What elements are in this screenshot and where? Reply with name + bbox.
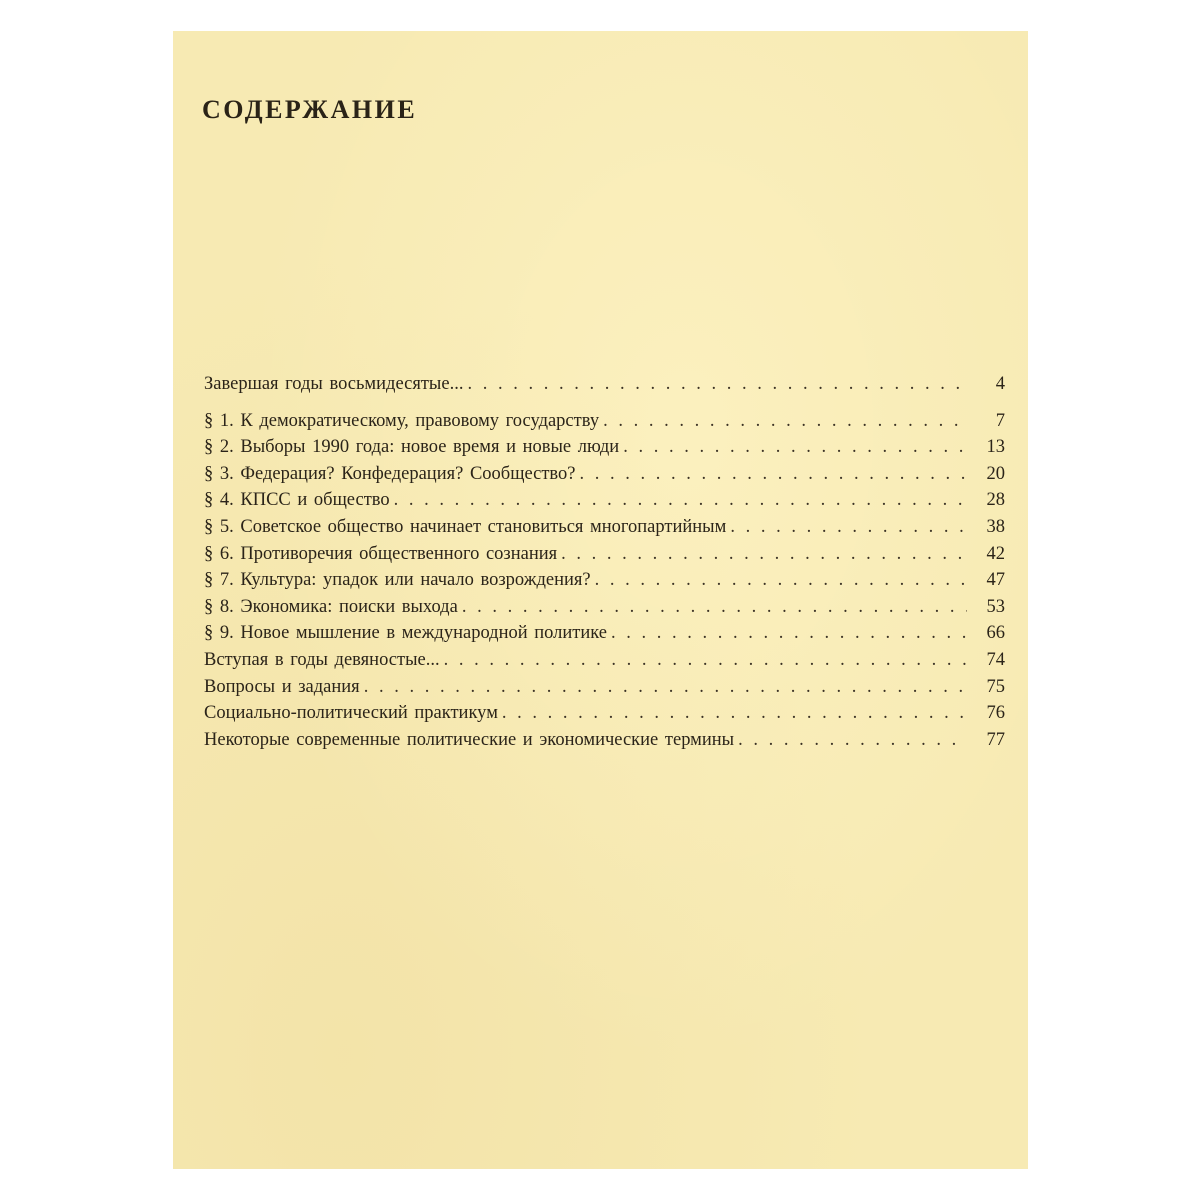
toc-item [204,487,1005,514]
toc-item [204,541,1005,568]
toc-item-page: 53 [986,596,1005,617]
dot-leader [603,408,967,435]
dot-leader [502,700,967,727]
dot-leader [394,487,967,514]
toc-item [204,620,1005,647]
dot-leader [579,461,967,488]
toc-item-title: § 8. Экономика: поиски выхода [204,596,458,617]
toc-item [204,567,1005,594]
dot-leader [730,514,967,541]
toc-item [204,674,1005,701]
dot-leader [444,647,967,674]
dot-leader [462,594,967,621]
toc-item [204,594,1005,621]
toc-item-page: 76 [986,703,1005,724]
toc-item-title: Социально-политический практикум [204,703,498,724]
toc-item [204,647,1005,674]
toc-item-page: 4 [995,374,1005,394]
toc-item-page: 28 [986,490,1005,511]
toc-item-page: 47 [986,570,1005,591]
toc-item-title: Вопросы и задания [204,676,360,697]
dot-leader [738,727,967,754]
toc-item-page: 38 [986,516,1005,537]
dot-leader [364,674,967,701]
toc-item-page: 7 [995,410,1005,431]
toc-item-title: § 4. КПСС и общество [204,490,390,511]
toc-item-title: § 9. Новое мышление в международной политике [204,623,608,644]
toc-item-page: 74 [986,649,1005,670]
table-of-contents [204,371,1005,753]
toc-item-page: 42 [986,543,1005,564]
toc-item [204,727,1005,754]
toc-item [204,461,1005,488]
toc-item-title: Некоторые современные политические и экономические термины [204,729,735,750]
dot-leader [611,620,967,647]
dot-leader [561,541,967,568]
toc-item-page: 77 [986,729,1005,750]
toc-item [204,434,1005,461]
toc-item-page: 13 [986,437,1005,458]
toc-item [204,700,1005,727]
toc-item-title: Вступая в годы девяностые... [204,649,440,670]
toc-item [204,514,1005,541]
toc-item-title: § 3. Федерация? Конфедерация? Сообщество? [204,463,576,484]
toc-item-title: § 1. К демократическому, правовому государству [204,410,600,431]
toc-item-page: 66 [986,623,1005,644]
toc-item-title: § 7. Культура: упадок или начало возрождения? [204,570,591,591]
toc-item-page: 75 [986,676,1005,697]
dot-leader [623,434,967,461]
toc-item-title: § 6. Противоречия общественного сознания [204,543,558,564]
toc-item [204,408,1005,435]
page-title: СОДЕРЖАНИЕ [202,95,418,124]
toc-item-title: § 2. Выборы 1990 года: новое время и новые люди [204,437,620,458]
dot-leader [595,567,967,594]
toc-item-title: § 5. Советское общество начинает становиться многопартийным [204,516,727,537]
toc-item-title: Завершая годы восьмидесятые... [204,374,464,394]
dot-leader [467,371,967,398]
book-page [173,31,1028,1169]
toc-item-page: 20 [986,463,1005,484]
toc-item [204,371,1005,398]
